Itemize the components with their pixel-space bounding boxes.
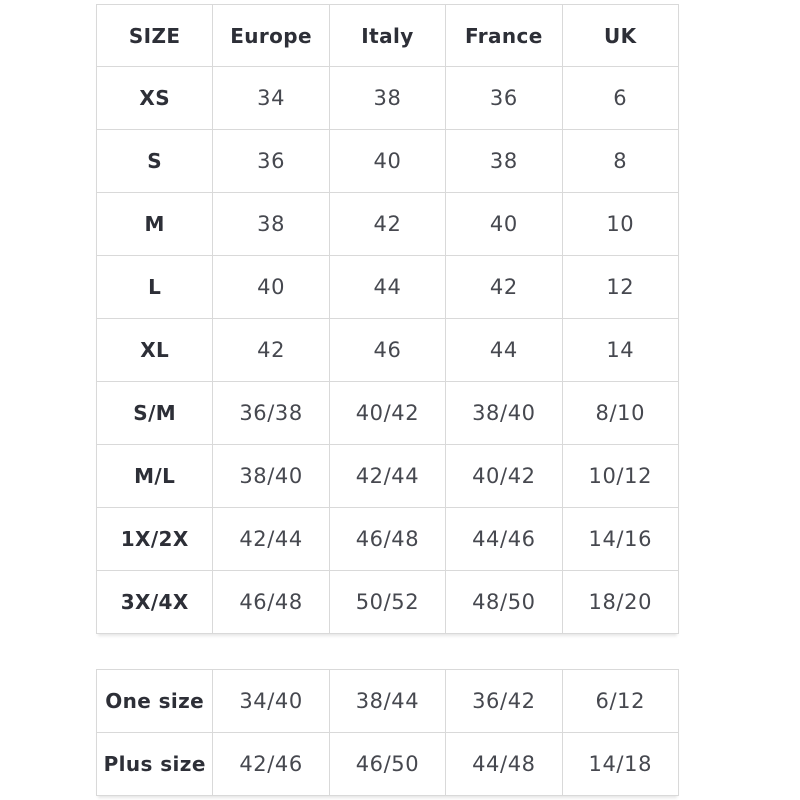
size-value-cell: 44/48: [446, 733, 562, 796]
size-value-cell: 6: [562, 67, 678, 130]
size-value-cell: 18/20: [562, 571, 678, 634]
header-row: [97, 5, 679, 67]
size-value-cell: 42: [213, 319, 329, 382]
table-row: [97, 67, 679, 130]
column-header-italy: Italy: [329, 5, 445, 67]
size-value-cell: 40/42: [446, 445, 562, 508]
table-row: [97, 670, 679, 733]
table-row: [97, 256, 679, 319]
size-value-cell: 42/46: [213, 733, 329, 796]
size-value-cell: 40: [329, 130, 445, 193]
size-value-cell: 46: [329, 319, 445, 382]
size-value-cell: 14/16: [562, 508, 678, 571]
size-value-cell: 34: [213, 67, 329, 130]
main-size-table: [96, 4, 679, 634]
row-label: M/L: [97, 445, 213, 508]
row-label: 3X/4X: [97, 571, 213, 634]
main-table-body: [97, 67, 679, 634]
table-row: [97, 733, 679, 796]
size-value-cell: 44/46: [446, 508, 562, 571]
table-row: [97, 130, 679, 193]
table-row: [97, 319, 679, 382]
size-value-cell: 44: [446, 319, 562, 382]
extra-size-table: [96, 669, 679, 796]
row-label: S: [97, 130, 213, 193]
extra-table-body: [97, 670, 679, 796]
size-value-cell: 38: [329, 67, 445, 130]
size-value-cell: 38: [213, 193, 329, 256]
size-value-cell: 50/52: [329, 571, 445, 634]
row-label: L: [97, 256, 213, 319]
size-value-cell: 46/50: [329, 733, 445, 796]
size-value-cell: 36/38: [213, 382, 329, 445]
size-value-cell: 42/44: [329, 445, 445, 508]
row-label: XL: [97, 319, 213, 382]
size-value-cell: 6/12: [562, 670, 678, 733]
main-table-header: [97, 5, 679, 67]
table-row: [97, 193, 679, 256]
row-label: M: [97, 193, 213, 256]
table-row: [97, 571, 679, 634]
size-value-cell: 34/40: [213, 670, 329, 733]
table-row: [97, 445, 679, 508]
size-value-cell: 40/42: [329, 382, 445, 445]
size-value-cell: 38/40: [446, 382, 562, 445]
size-value-cell: 40: [446, 193, 562, 256]
row-label: One size: [97, 670, 213, 733]
size-value-cell: 38/44: [329, 670, 445, 733]
size-value-cell: 36/42: [446, 670, 562, 733]
size-value-cell: 10: [562, 193, 678, 256]
size-value-cell: 42: [329, 193, 445, 256]
size-value-cell: 38: [446, 130, 562, 193]
size-value-cell: 42/44: [213, 508, 329, 571]
size-value-cell: 14: [562, 319, 678, 382]
table-row: [97, 508, 679, 571]
size-value-cell: 8: [562, 130, 678, 193]
size-value-cell: 38/40: [213, 445, 329, 508]
size-value-cell: 8/10: [562, 382, 678, 445]
size-value-cell: 48/50: [446, 571, 562, 634]
size-value-cell: 46/48: [213, 571, 329, 634]
size-value-cell: 40: [213, 256, 329, 319]
column-header-france: France: [446, 5, 562, 67]
size-value-cell: 10/12: [562, 445, 678, 508]
row-label: S/M: [97, 382, 213, 445]
column-header-uk: UK: [562, 5, 678, 67]
size-value-cell: 14/18: [562, 733, 678, 796]
size-value-cell: 12: [562, 256, 678, 319]
column-header-size: SIZE: [97, 5, 213, 67]
row-label: Plus size: [97, 733, 213, 796]
table-row: [97, 382, 679, 445]
row-label: XS: [97, 67, 213, 130]
column-header-europe: Europe: [213, 5, 329, 67]
row-label: 1X/2X: [97, 508, 213, 571]
size-conversion-chart: [96, 4, 679, 796]
size-value-cell: 36: [446, 67, 562, 130]
size-value-cell: 36: [213, 130, 329, 193]
size-value-cell: 46/48: [329, 508, 445, 571]
size-value-cell: 42: [446, 256, 562, 319]
size-value-cell: 44: [329, 256, 445, 319]
